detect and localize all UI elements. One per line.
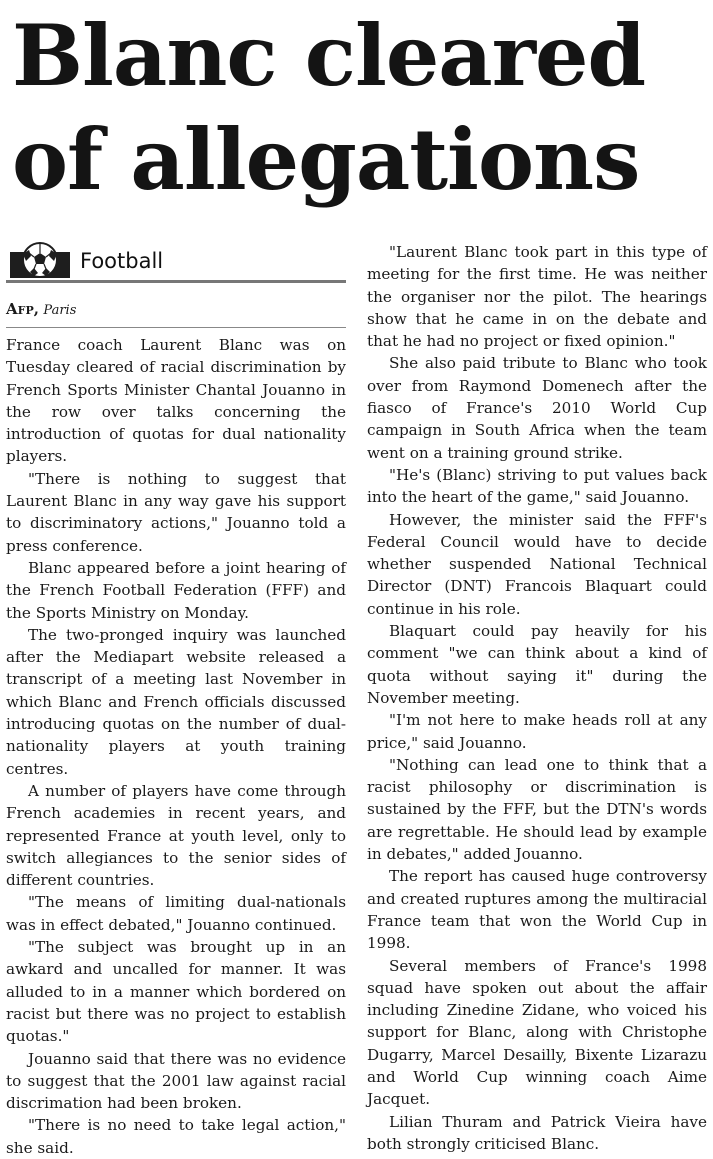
paragraph: The two-pronged inquiry was launched after the Mediapart website released a transcript of a meeting last November in which Blanc and French officials discussed introducing quotas on the number of dual-nationality players at youth training centres.: [6, 625, 346, 778]
left-column-body: [6, 334, 346, 1159]
paragraph: Jouanno said that there was no evidence to suggest that the 2001 law against racial discrimation had been broken.: [6, 1049, 346, 1113]
right-column: [367, 241, 707, 1155]
paragraph: Several members of France's 1998 squad have spoken out about the affair including Zinedine Zidane, who voiced his support for Blanc, along with Christophe Dugarry, Marcel Desailly, Bixente Lizarazu and World Cup winning coach Aime Jacquet.: [367, 956, 707, 1109]
paragraph: "There is no need to take legal action," she said.: [6, 1116, 346, 1157]
paragraph: "Laurent Blanc took part in this type of meeting for the first time. He was neither the organiser nor the pilot. The hearings show that he came in on the debate and that he had no project or fixed opinion.": [367, 243, 707, 351]
paragraph: She also paid tribute to Blanc who took over from Raymond Domenech after the fiasco of France's 2010 World Cup campaign in South Africa when the team went on a training ground strike.: [367, 354, 707, 462]
paragraph: "The subject was brought up in an awkard and uncalled for manner. It was alluded to in a manner which bordered on racist but there was no project to establish quotas.": [6, 938, 346, 1046]
paragraph: Blanc appeared before a joint hearing of the French Football Federation (FFF) and the Sports Ministry on Monday.: [6, 558, 346, 622]
paragraph: Lilian Thuram and Patrick Vieira have both strongly criticised Blanc.: [367, 1112, 707, 1153]
paragraph: "There is nothing to suggest that Laurent Blanc in any way gave his support to discriminatory actions," Jouanno told a press conference.: [6, 469, 346, 555]
paragraph: "I'm not here to make heads roll at any price," said Jouanno.: [367, 711, 707, 752]
paragraph: However, the minister said the FFF's Federal Council would have to decide whether suspended National Technical Director (DNT) Francois Blaquart could continue in his role.: [367, 510, 707, 618]
right-column-body: [367, 241, 707, 1155]
section-header: [6, 240, 346, 283]
paragraph: Blaquart could pay heavily for his comment "we can think about a kind of quota without saying it" during the November meeting.: [367, 622, 707, 707]
paragraph: "The means of limiting dual-nationals was in effect debated," Jouanno continued.: [6, 893, 346, 934]
paragraph: France coach Laurent Blanc was on Tuesday cleared of racial discrimination by French Sports Minister Chantal Jouanno in the row over talks concerning the introduction of quotas for dual nationality players.: [6, 336, 346, 466]
paragraph: "Nothing can lead one to think that a racist philosophy or discrimination is sustained by the FFF, but the DTN's words are regrettable. He should lead by example in debates," added Jouanno.: [367, 755, 707, 864]
paragraph: The report has caused huge controversy and created ruptures among the multiracial France team that won the World Cup in 1998.: [367, 867, 707, 953]
paragraph: "He's (Blanc) striving to put values back into the heart of the game," said Jouanno.: [367, 465, 707, 507]
paragraph: A number of players have come through French academies in recent years, and represented France at youth level, only to switch allegiances to the senior sides of different countries.: [6, 781, 346, 890]
section-label: Football: [80, 249, 164, 273]
byline-city: Paris: [43, 303, 77, 318]
headline: Blanc cleared of allegations: [12, 6, 646, 209]
left-column: [6, 240, 346, 1159]
football-icon: [10, 242, 70, 278]
byline: [6, 300, 346, 328]
byline-agency: Afp,: [6, 300, 39, 318]
